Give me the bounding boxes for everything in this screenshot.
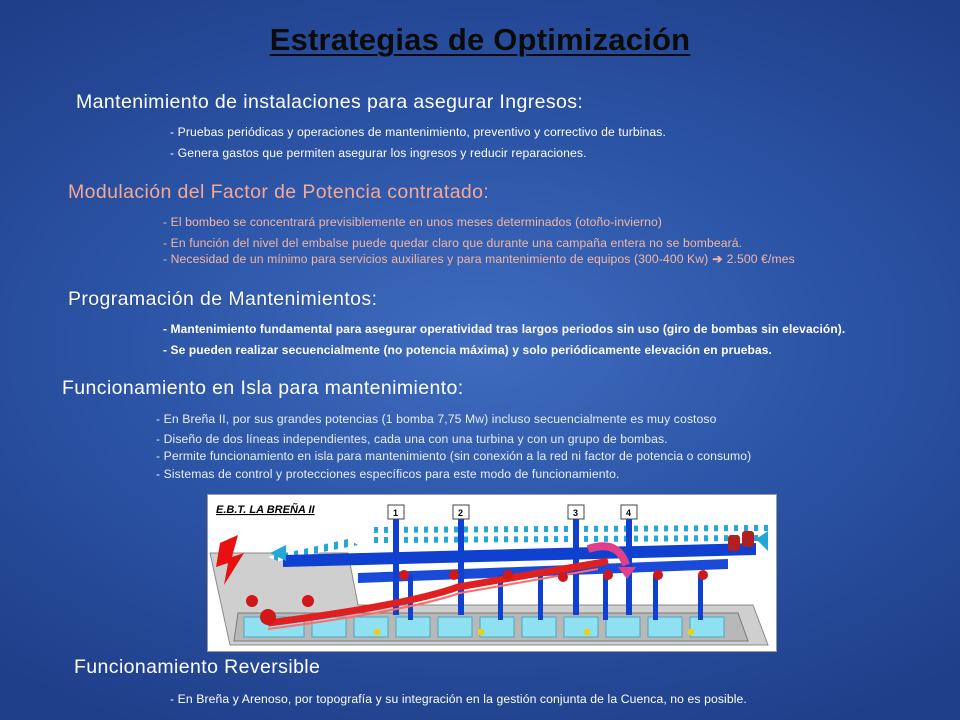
diagram-label: E.B.T. LA BREÑA II xyxy=(216,504,315,516)
bullet-item: - Diseño de dos líneas independientes, cada una con una turbina y con un grupo de bombas. xyxy=(156,432,668,446)
section-heading-island-operation: Funcionamiento en Isla para mantenimiento: xyxy=(62,377,464,399)
bullet-item: - Mantenimiento fundamental para asegurar operatividad tras largos periodos sin uso (giro de bombas sin elevación). xyxy=(163,322,846,336)
slide-title: Estrategias de Optimización xyxy=(269,22,691,57)
upper-pipe-dashed-2 xyxy=(373,535,768,543)
bullet-item: - Genera gastos que permiten asegurar los ingresos y reducir reparaciones. xyxy=(170,146,587,160)
bullet-item-with-arrow xyxy=(163,252,795,266)
bullet-item: - En función del nivel del embalse puede quedar claro que durante una campaña entera no se bombeará. xyxy=(163,236,743,250)
svg-text:1: 1 xyxy=(393,508,399,518)
section-heading-maintenance-programming: Programación de Mantenimientos: xyxy=(68,288,378,310)
section-heading-power-factor: Modulación del Factor de Potencia contratado: xyxy=(68,181,490,203)
bullet-item: - El bombeo se concentrará previsiblemente en unos meses determinados (otoño-invierno) xyxy=(163,215,663,229)
bullet-text: - Necesidad de un mínimo para servicios auxiliares y para mantenimiento de equipos (300-400 Kw) xyxy=(163,252,709,266)
section-heading-reversible-operation: Funcionamiento Reversible xyxy=(74,656,321,678)
bullet-item: - Pruebas periódicas y operaciones de mantenimiento, preventivo y correctivo de turbinas. xyxy=(170,125,666,139)
bullet-item: - Sistemas de control y protecciones específicos para este modo de funcionamiento. xyxy=(156,467,620,481)
svg-text:3: 3 xyxy=(573,508,579,518)
pumping-station-diagram xyxy=(207,494,777,652)
right-arrow-icon: ➔ xyxy=(712,252,723,266)
bullet-item: - En Breña II, por sus grandes potencias (1 bomba 7,75 Mw) incluso secuencialmente es muy costoso xyxy=(156,412,717,426)
group-numbers xyxy=(388,505,637,519)
svg-text:2: 2 xyxy=(458,508,464,518)
bullet-value: 2.500 €/mes xyxy=(726,252,795,266)
svg-text:4: 4 xyxy=(626,508,632,518)
bullet-item: - En Breña y Arenoso, por topografía y su integración en la gestión conjunta de la Cuenca, no es posible. xyxy=(170,692,747,706)
section-heading-maintenance: Mantenimiento de instalaciones para asegurar Ingresos: xyxy=(76,91,584,113)
bullet-item: - Permite funcionamiento en isla para mantenimiento (sin conexión a la red ni factor de potencia o consumo) xyxy=(156,449,752,463)
upper-pipe-dashed xyxy=(368,525,768,533)
pumping-station-illustration xyxy=(208,495,776,651)
bullet-item: - Se pueden realizar secuencialmente (no potencia máxima) y solo periódicamente elevación en pruebas. xyxy=(163,343,772,357)
